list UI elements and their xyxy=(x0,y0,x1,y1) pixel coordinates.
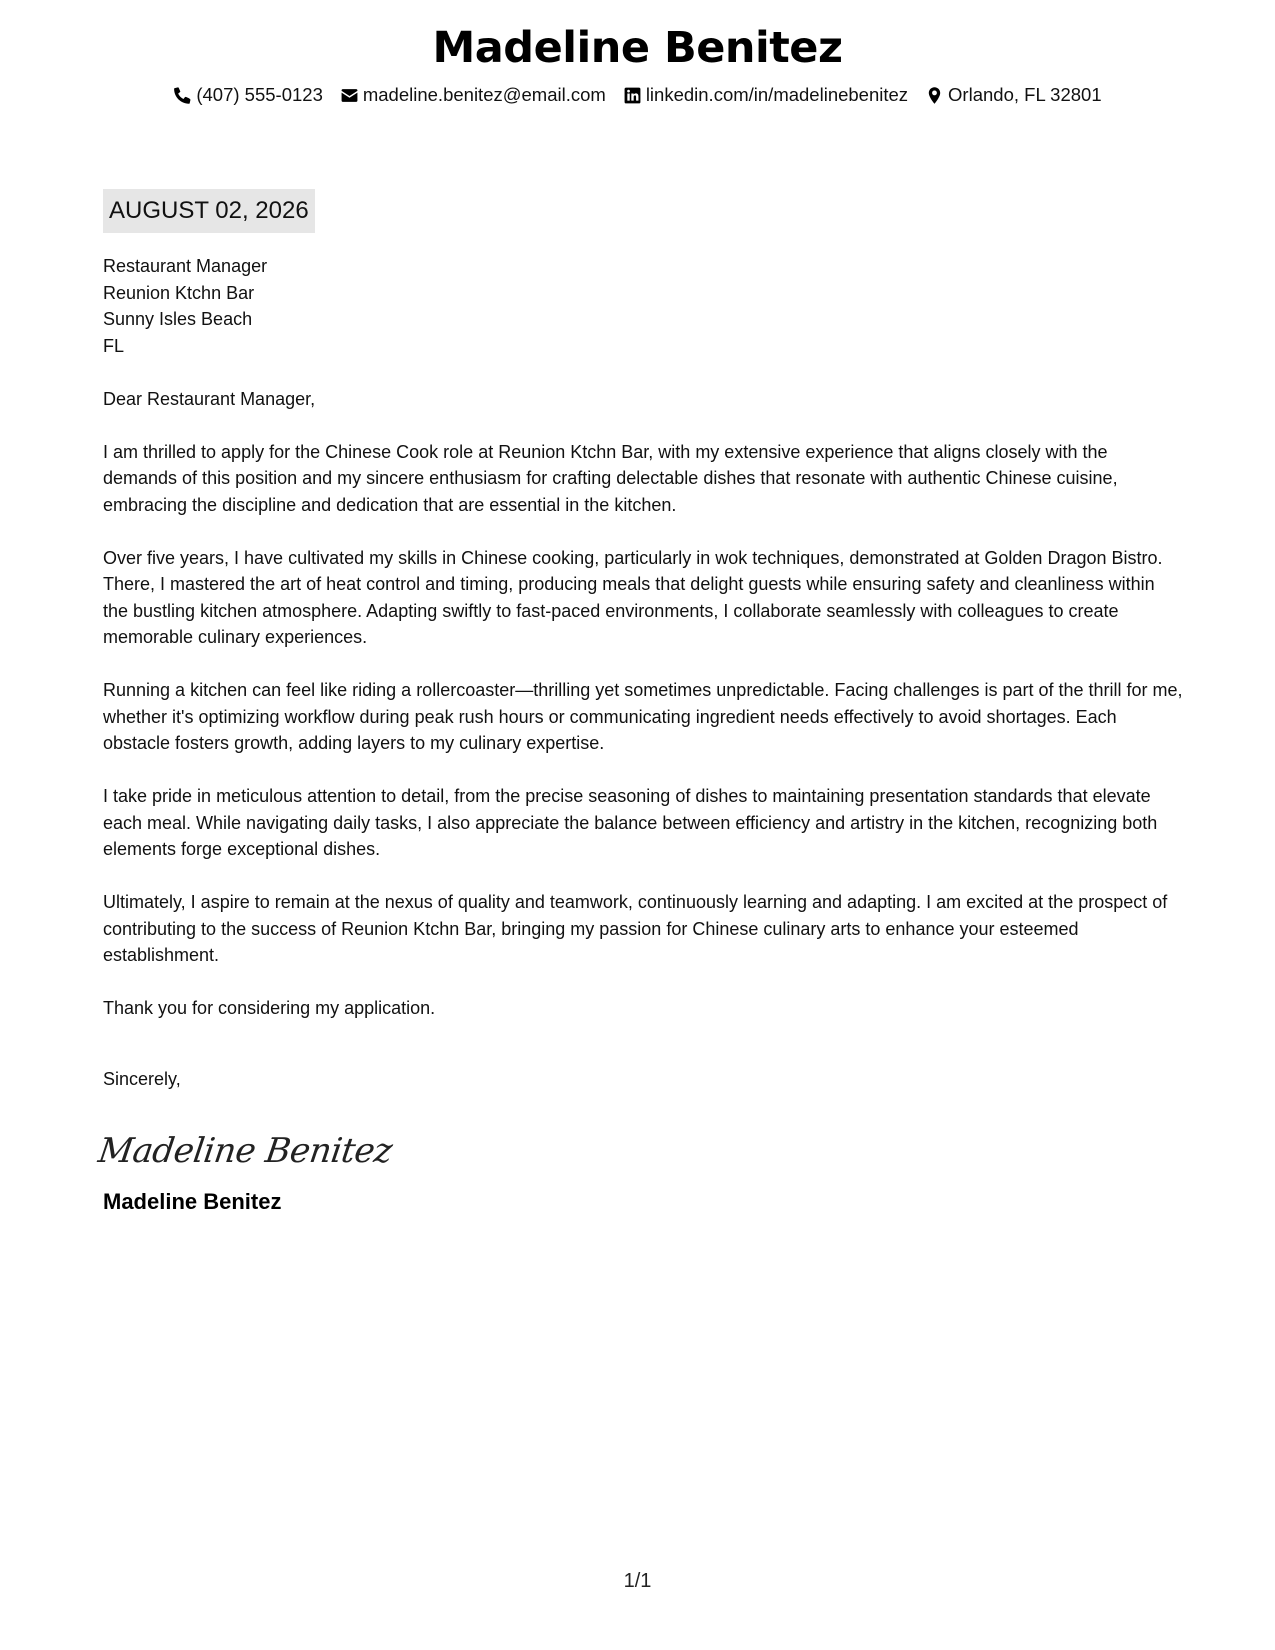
recipient-city: Sunny Isles Beach xyxy=(103,309,253,329)
contact-linkedin[interactable] xyxy=(623,84,908,106)
recipient-block xyxy=(103,253,1183,359)
email-text: madeline.benitez@email.com xyxy=(362,84,606,105)
contact-bar xyxy=(0,84,1275,106)
recipient-state: FL xyxy=(103,335,125,356)
contact-phone xyxy=(173,84,323,106)
letter-header xyxy=(0,22,1275,106)
salutation: Dear Restaurant Manager, xyxy=(103,388,316,409)
body-paragraph: I take pride in meticulous attention to detail, from the precise seasoning of dishes to maintaining presentation standards that elevate each meal. While navigating daily tasks, I also appreciate the balance between efficiency and artistry in the kitchen, recognizing both elements forge exceptional dishes. xyxy=(103,786,1158,859)
phone-text: (407) 555-0123 xyxy=(196,84,323,105)
closing: Sincerely, xyxy=(103,1068,181,1089)
recipient-title: Restaurant Manager xyxy=(103,256,268,276)
recipient-company: Reunion Ktchn Bar xyxy=(103,282,255,303)
letter-date: AUGUST 02, 2026 xyxy=(103,189,315,233)
body-paragraph: Over five years, I have cultivated my skills in Chinese cooking, particularly in wok techniques, demonstrated at Golden Dragon Bistro. There, I mastered the art of heat control and timing, producing meals that delight guests while ensuring safety and cleanliness within the bustling kitchen atmosphere. Adapting swiftly to fast-paced environments, I collaborate seamlessly with colleagues to create memorable culinary experiences. xyxy=(103,547,1163,647)
body-paragraph: Running a kitchen can feel like riding a rollercoaster—thrilling yet sometimes unpredictable. Facing challenges is part of the thrill for me, whether it's optimizing workflow during peak rush hours or communicating ingredient needs effectively to avoid shortages. Each obstacle fosters growth, adding layers to my culinary expertise. xyxy=(103,680,1183,753)
signature-text: Madeline Benitez xyxy=(95,1131,395,1171)
body-paragraph: I am thrilled to apply for the Chinese Cook role at Reunion Ktchn Bar, with my extensive experience that aligns closely with the demands of this position and my sincere enthusiasm for crafting delectable dishes that resonate with authentic Chinese cuisine, embracing the discipline and dedication that are essential in the kitchen. xyxy=(103,441,1118,515)
phone-icon xyxy=(173,86,192,105)
page-number: 1/1 xyxy=(623,1570,652,1592)
signed-name: Madeline Benitez xyxy=(103,1189,282,1214)
contact-email[interactable] xyxy=(340,84,606,106)
handwritten-signature xyxy=(95,1120,1183,1178)
envelope-icon xyxy=(340,86,359,105)
letter-body xyxy=(95,189,1183,1216)
body-paragraph: Ultimately, I aspire to remain at the nexus of quality and teamwork, continuously learning and adapting. I am excited at the prospect of contributing to the success of Reunion Ktchn Bar, bringing my passion for Chinese culinary arts to enhance your esteemed establishment. xyxy=(103,892,1168,965)
map-pin-icon xyxy=(925,86,944,105)
location-text: Orlando, FL 32801 xyxy=(948,84,1102,105)
linkedin-text: linkedin.com/in/madelinebenitez xyxy=(645,84,909,105)
contact-location xyxy=(925,84,1102,106)
linkedin-icon xyxy=(623,86,642,105)
applicant-name: Madeline Benitez xyxy=(432,23,843,73)
thank-you-line: Thank you for considering my application. xyxy=(103,998,436,1018)
